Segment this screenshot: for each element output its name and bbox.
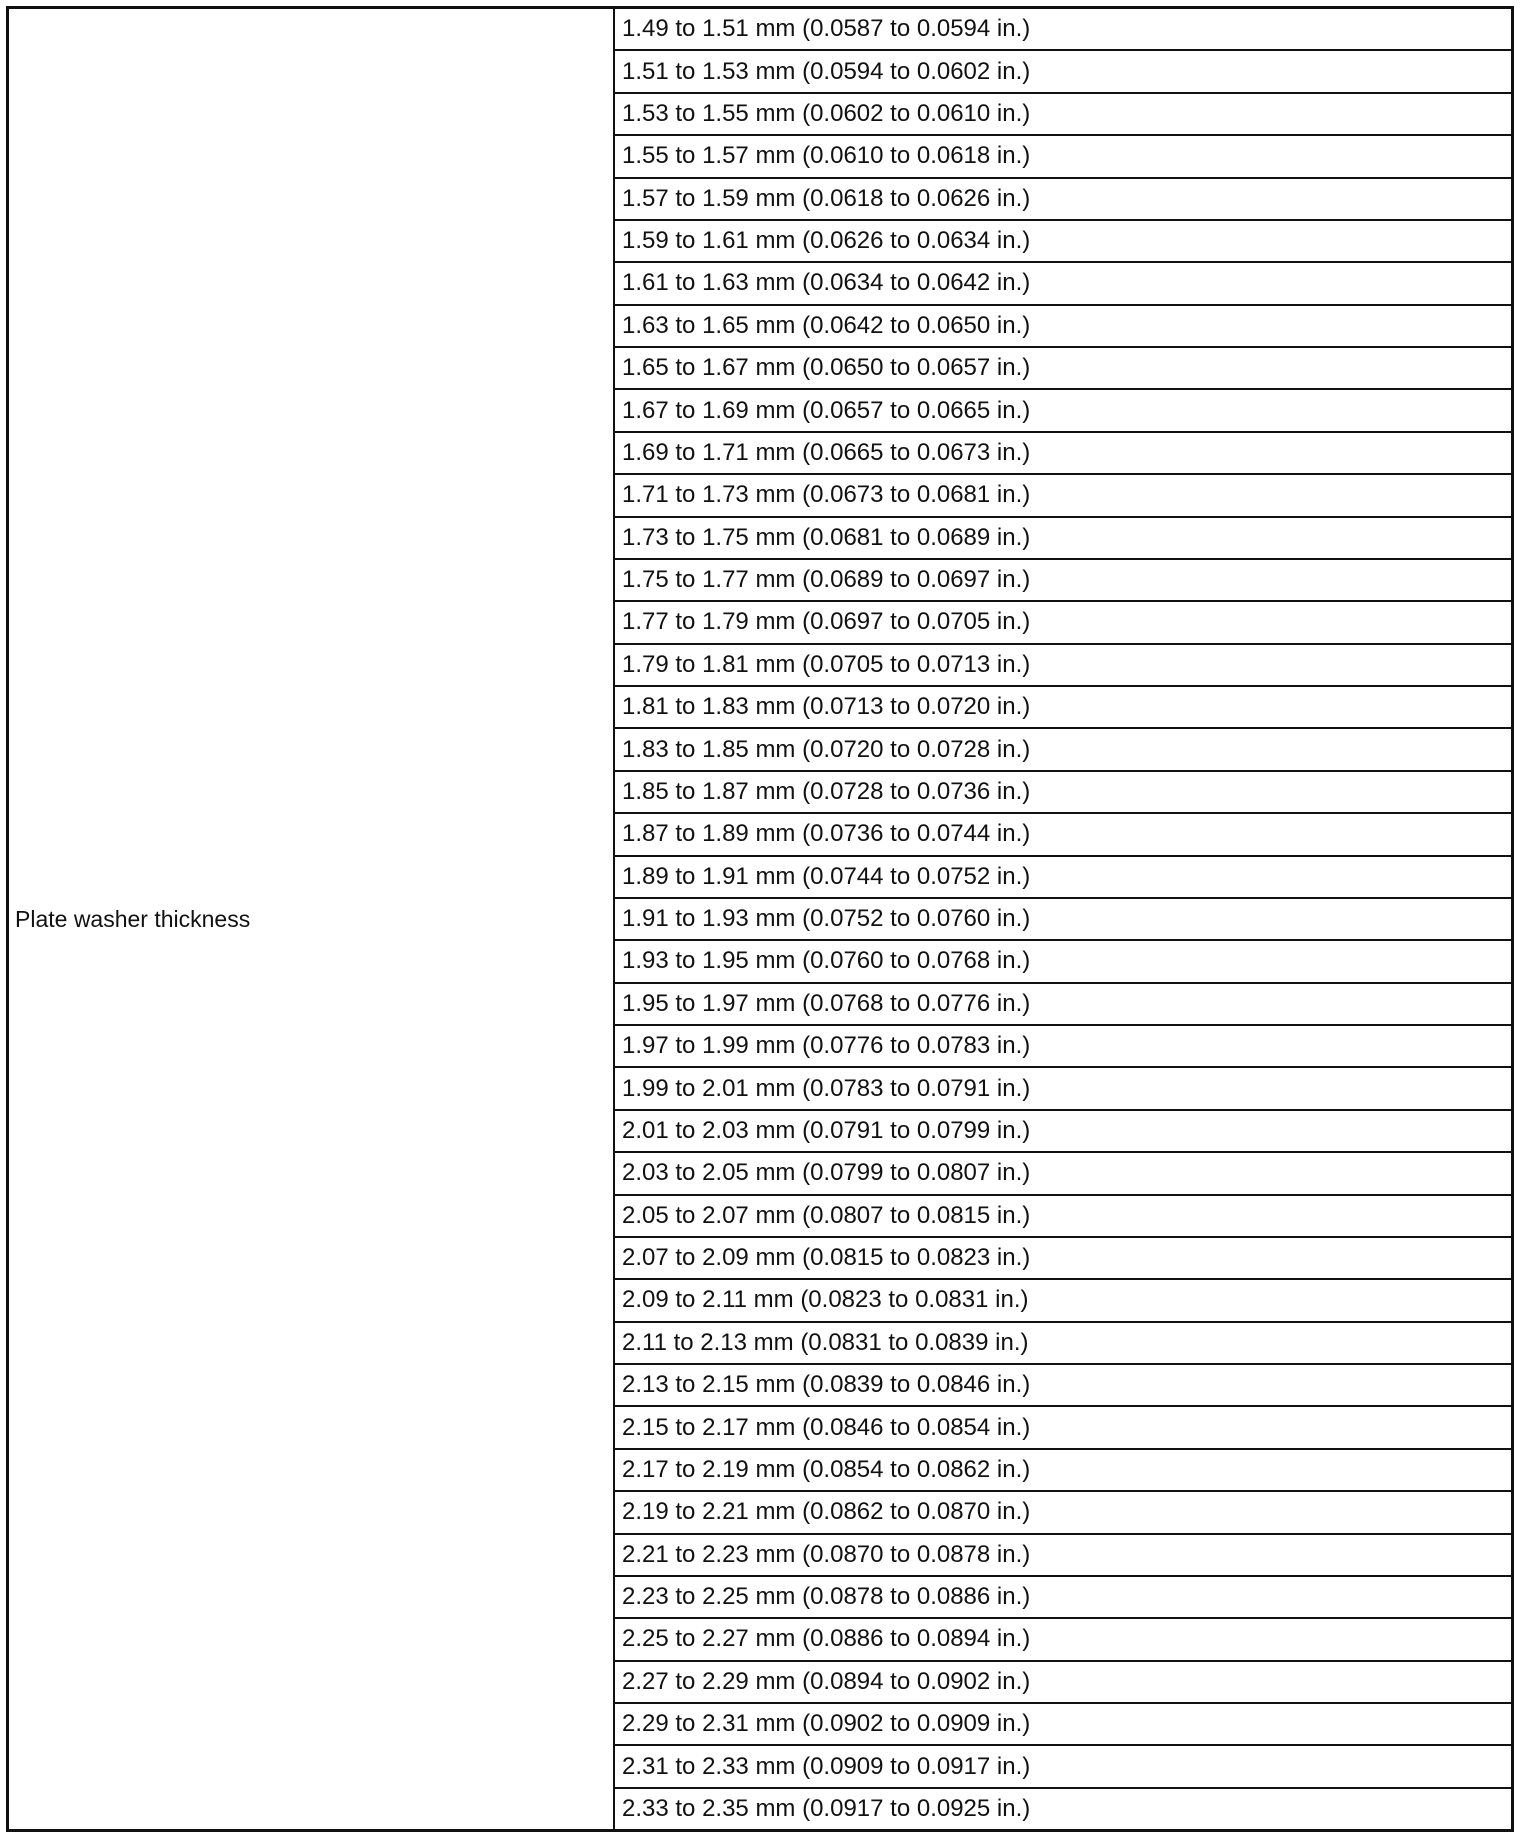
table-row [615, 1704, 1511, 1746]
table-row [615, 772, 1511, 814]
thickness-value: 2.31 to 2.33 mm (0.0909 to 0.0917 in.) [622, 1752, 1031, 1780]
thickness-value: 2.17 to 2.19 mm (0.0854 to 0.0862 in.) [622, 1455, 1031, 1483]
table-row [615, 475, 1511, 517]
thickness-value: 1.93 to 1.95 mm (0.0760 to 0.0768 in.) [622, 947, 1031, 975]
table-row [615, 645, 1511, 687]
thickness-value: 1.49 to 1.51 mm (0.0587 to 0.0594 in.) [622, 15, 1031, 43]
thickness-value: 2.05 to 2.07 mm (0.0807 to 0.0815 in.) [622, 1201, 1031, 1229]
thickness-value: 2.21 to 2.23 mm (0.0870 to 0.0878 in.) [622, 1540, 1031, 1568]
thickness-value: 1.81 to 1.83 mm (0.0713 to 0.0720 in.) [622, 693, 1031, 721]
table-row [615, 687, 1511, 729]
thickness-value: 1.91 to 1.93 mm (0.0752 to 0.0760 in.) [622, 905, 1031, 933]
label-text: Plate washer thickness [15, 905, 251, 932]
thickness-value: 1.71 to 1.73 mm (0.0673 to 0.0681 in.) [622, 481, 1031, 509]
thickness-value: 1.67 to 1.69 mm (0.0657 to 0.0665 in.) [622, 396, 1031, 424]
thickness-value: 2.13 to 2.15 mm (0.0839 to 0.0846 in.) [622, 1371, 1031, 1399]
table-row [615, 306, 1511, 348]
thickness-value: 1.75 to 1.77 mm (0.0689 to 0.0697 in.) [622, 566, 1031, 594]
table-row [615, 1365, 1511, 1407]
thickness-value: 2.01 to 2.03 mm (0.0791 to 0.0799 in.) [622, 1116, 1031, 1144]
table-row [615, 136, 1511, 178]
table-row [615, 1746, 1511, 1788]
table-row [615, 1238, 1511, 1280]
table-row [615, 221, 1511, 263]
table-row [615, 1153, 1511, 1195]
table-row [615, 1789, 1511, 1829]
thickness-value: 2.11 to 2.13 mm (0.0831 to 0.0839 in.) [622, 1328, 1029, 1356]
table-row [615, 857, 1511, 899]
table-row [615, 1196, 1511, 1238]
table-row [615, 814, 1511, 856]
label-cell [9, 9, 615, 1829]
value-column [615, 9, 1511, 1829]
thickness-value: 1.55 to 1.57 mm (0.0610 to 0.0618 in.) [622, 142, 1031, 170]
thickness-value: 1.61 to 1.63 mm (0.0634 to 0.0642 in.) [622, 269, 1031, 297]
table-row [615, 1662, 1511, 1704]
table-row [615, 729, 1511, 771]
table-row [615, 1280, 1511, 1322]
thickness-value: 1.53 to 1.55 mm (0.0602 to 0.0610 in.) [622, 99, 1031, 127]
thickness-value: 2.29 to 2.31 mm (0.0902 to 0.0909 in.) [622, 1710, 1031, 1738]
table-row [615, 560, 1511, 602]
table-row [615, 984, 1511, 1026]
thickness-value: 1.69 to 1.71 mm (0.0665 to 0.0673 in.) [622, 438, 1031, 466]
table-row [615, 263, 1511, 305]
specification-table [6, 6, 1514, 1832]
table-row [615, 433, 1511, 475]
thickness-value: 1.83 to 1.85 mm (0.0720 to 0.0728 in.) [622, 735, 1031, 763]
thickness-value: 2.33 to 2.35 mm (0.0917 to 0.0925 in.) [622, 1794, 1031, 1822]
thickness-value: 2.15 to 2.17 mm (0.0846 to 0.0854 in.) [622, 1413, 1031, 1441]
table-row [615, 1619, 1511, 1661]
table-row [615, 899, 1511, 941]
table-row [615, 390, 1511, 432]
thickness-value: 2.27 to 2.29 mm (0.0894 to 0.0902 in.) [622, 1667, 1031, 1695]
table-row [615, 9, 1511, 51]
thickness-value: 1.79 to 1.81 mm (0.0705 to 0.0713 in.) [622, 650, 1031, 678]
table-row [615, 1492, 1511, 1534]
table-row [615, 518, 1511, 560]
table-row [615, 179, 1511, 221]
thickness-value: 1.59 to 1.61 mm (0.0626 to 0.0634 in.) [622, 227, 1031, 255]
thickness-value: 1.73 to 1.75 mm (0.0681 to 0.0689 in.) [622, 523, 1031, 551]
table-row [615, 602, 1511, 644]
table-row [615, 1450, 1511, 1492]
thickness-value: 2.07 to 2.09 mm (0.0815 to 0.0823 in.) [622, 1244, 1031, 1272]
table-row [615, 94, 1511, 136]
table-row [615, 51, 1511, 93]
thickness-value: 1.87 to 1.89 mm (0.0736 to 0.0744 in.) [622, 820, 1031, 848]
thickness-value: 1.77 to 1.79 mm (0.0697 to 0.0705 in.) [622, 608, 1031, 636]
table-row [615, 348, 1511, 390]
thickness-value: 1.95 to 1.97 mm (0.0768 to 0.0776 in.) [622, 989, 1031, 1017]
thickness-value: 1.97 to 1.99 mm (0.0776 to 0.0783 in.) [622, 1032, 1031, 1060]
thickness-value: 1.51 to 1.53 mm (0.0594 to 0.0602 in.) [622, 57, 1031, 85]
thickness-value: 1.63 to 1.65 mm (0.0642 to 0.0650 in.) [622, 311, 1031, 339]
table-row [615, 941, 1511, 983]
thickness-value: 1.89 to 1.91 mm (0.0744 to 0.0752 in.) [622, 862, 1031, 890]
table-row [615, 1407, 1511, 1449]
thickness-value: 1.65 to 1.67 mm (0.0650 to 0.0657 in.) [622, 354, 1031, 382]
thickness-value: 1.85 to 1.87 mm (0.0728 to 0.0736 in.) [622, 777, 1031, 805]
thickness-value: 2.09 to 2.11 mm (0.0823 to 0.0831 in.) [622, 1286, 1029, 1314]
thickness-value: 1.99 to 2.01 mm (0.0783 to 0.0791 in.) [622, 1074, 1031, 1102]
table-row [615, 1068, 1511, 1110]
table-row [615, 1535, 1511, 1577]
thickness-value: 2.23 to 2.25 mm (0.0878 to 0.0886 in.) [622, 1583, 1031, 1611]
table-row [615, 1111, 1511, 1153]
table-row [615, 1026, 1511, 1068]
table-row [615, 1323, 1511, 1365]
thickness-value: 2.19 to 2.21 mm (0.0862 to 0.0870 in.) [622, 1498, 1031, 1526]
table-row [615, 1577, 1511, 1619]
thickness-value: 2.25 to 2.27 mm (0.0886 to 0.0894 in.) [622, 1625, 1031, 1653]
thickness-value: 2.03 to 2.05 mm (0.0799 to 0.0807 in.) [622, 1159, 1031, 1187]
thickness-value: 1.57 to 1.59 mm (0.0618 to 0.0626 in.) [622, 184, 1031, 212]
